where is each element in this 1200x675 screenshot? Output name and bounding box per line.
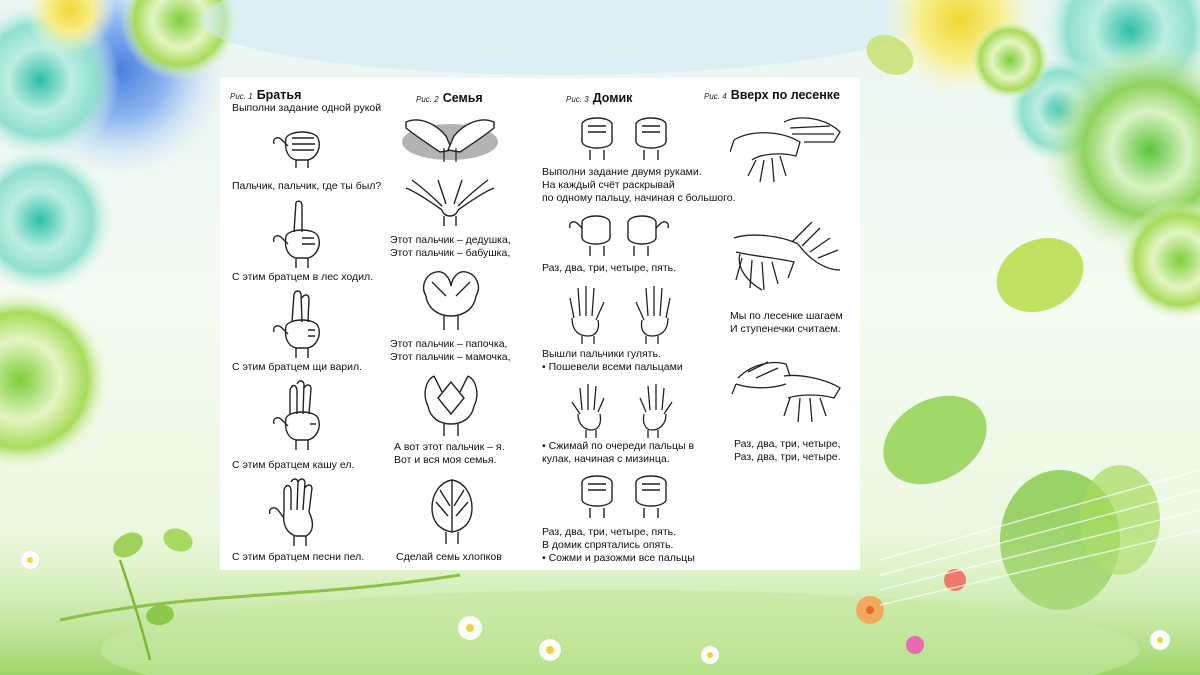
figure-3-line-10: В домик спрятались опять. — [542, 539, 674, 551]
figure-2-line-5: А вот этот пальчик – я. — [394, 441, 505, 453]
figure-2-number: Рис. 2 — [416, 95, 439, 104]
two-fists-thumbs-out-illustration — [566, 210, 672, 258]
two-open-palms-illustration — [560, 280, 680, 346]
figure-3-heading — [566, 89, 632, 107]
figure-3-line-9: Раз, два, три, четыре, пять. — [542, 526, 677, 538]
figure-2-line-7: Сделай семь хлопков — [396, 551, 502, 563]
index-finger-up-hand-illustration — [268, 198, 328, 270]
figure-1-line-5: С этим братцем песни пел. — [232, 551, 365, 563]
figure-3-line-3: по одному пальцу, начиная с большого. — [542, 192, 736, 204]
figure-3-line-7: • Сжимай по очереди пальцы в — [542, 440, 695, 452]
two-fists-bottom-illustration — [576, 470, 672, 520]
figure-2-line-6: Вот и вся моя семья. — [394, 454, 497, 466]
hands-diamond-fingers-illustration — [416, 372, 486, 438]
figure-2-line-1: Этот пальчик – дедушка, — [390, 234, 511, 246]
figure-4-line-4: Раз, два, три, четыре. — [734, 451, 841, 463]
two-fists-illustration — [576, 112, 672, 162]
figure-4-title: Вверх по лесенке — [730, 88, 840, 102]
figure-1-line-2: С этим братцем в лес ходил. — [232, 271, 373, 283]
figure-1-line-4: С этим братцем кашу ел. — [232, 459, 355, 471]
figure-3-line-2: На каждый счёт раскрывай — [542, 179, 675, 191]
figure-4-line-1: Мы по лесенке шагаем — [730, 310, 843, 322]
figure-3-line-8: кулак, начиная с мизинца. — [542, 453, 670, 465]
two-fingers-up-hand-illustration — [268, 288, 328, 360]
figure-1-line-3: С этим братцем щи варил. — [232, 361, 363, 373]
figure-1-line-1: Пальчик, пальчик, где ты был? — [232, 180, 382, 192]
exercise-sheet — [220, 78, 860, 570]
fist-thumb-up-hand-illustration — [268, 124, 328, 170]
hands-interlocked-shadow-illustration — [400, 108, 500, 164]
figure-1-instruction: Выполни задание одной рукой — [232, 102, 382, 114]
hands-heart-fingers-illustration — [416, 266, 486, 332]
open-palm-hand-illustration — [266, 476, 330, 548]
figure-3-line-11: • Сожми и разожми все пальцы — [542, 552, 695, 564]
hands-ladder-step-1-illustration — [730, 112, 846, 192]
figure-3-line-4: Раз, два, три, четыре, пять. — [542, 262, 677, 274]
figure-1-number: Рис. 1 — [230, 92, 253, 101]
figure-2-heading — [416, 89, 483, 107]
two-palms-curling-illustration — [564, 378, 680, 438]
three-fingers-up-hand-illustration — [268, 380, 328, 452]
figure-4-line-2: И ступенечки считаем. — [730, 323, 841, 335]
figure-3-line-1: Выполни задание двумя руками. — [542, 166, 702, 178]
figure-3-line-5: Вышли пальчики гулять. — [542, 348, 661, 360]
figure-3-number: Рис. 3 — [566, 95, 589, 104]
figure-3-title: Домик — [592, 91, 633, 105]
figure-2-line-3: Этот пальчик – папочка, — [390, 338, 508, 350]
figure-4-line-3: Раз, два, три, четыре, — [734, 438, 841, 450]
figure-4-number: Рис. 4 — [704, 92, 727, 101]
hands-ladder-step-2-illustration — [728, 218, 848, 304]
figure-4-heading — [704, 86, 840, 104]
figure-1-title: Братья — [256, 88, 302, 102]
figure-2-title: Семья — [442, 91, 483, 105]
figure-2-line-2: Этот пальчик – бабушка, — [390, 247, 511, 259]
figure-2-line-4: Этот пальчик – мамочка, — [390, 351, 511, 363]
hands-ladder-step-3-illustration — [728, 354, 848, 426]
hands-fingers-spread-illustration — [402, 174, 498, 226]
hands-clapping-illustration — [420, 476, 484, 546]
figure-3-line-6: • Пошевели всеми пальцами — [542, 361, 683, 373]
